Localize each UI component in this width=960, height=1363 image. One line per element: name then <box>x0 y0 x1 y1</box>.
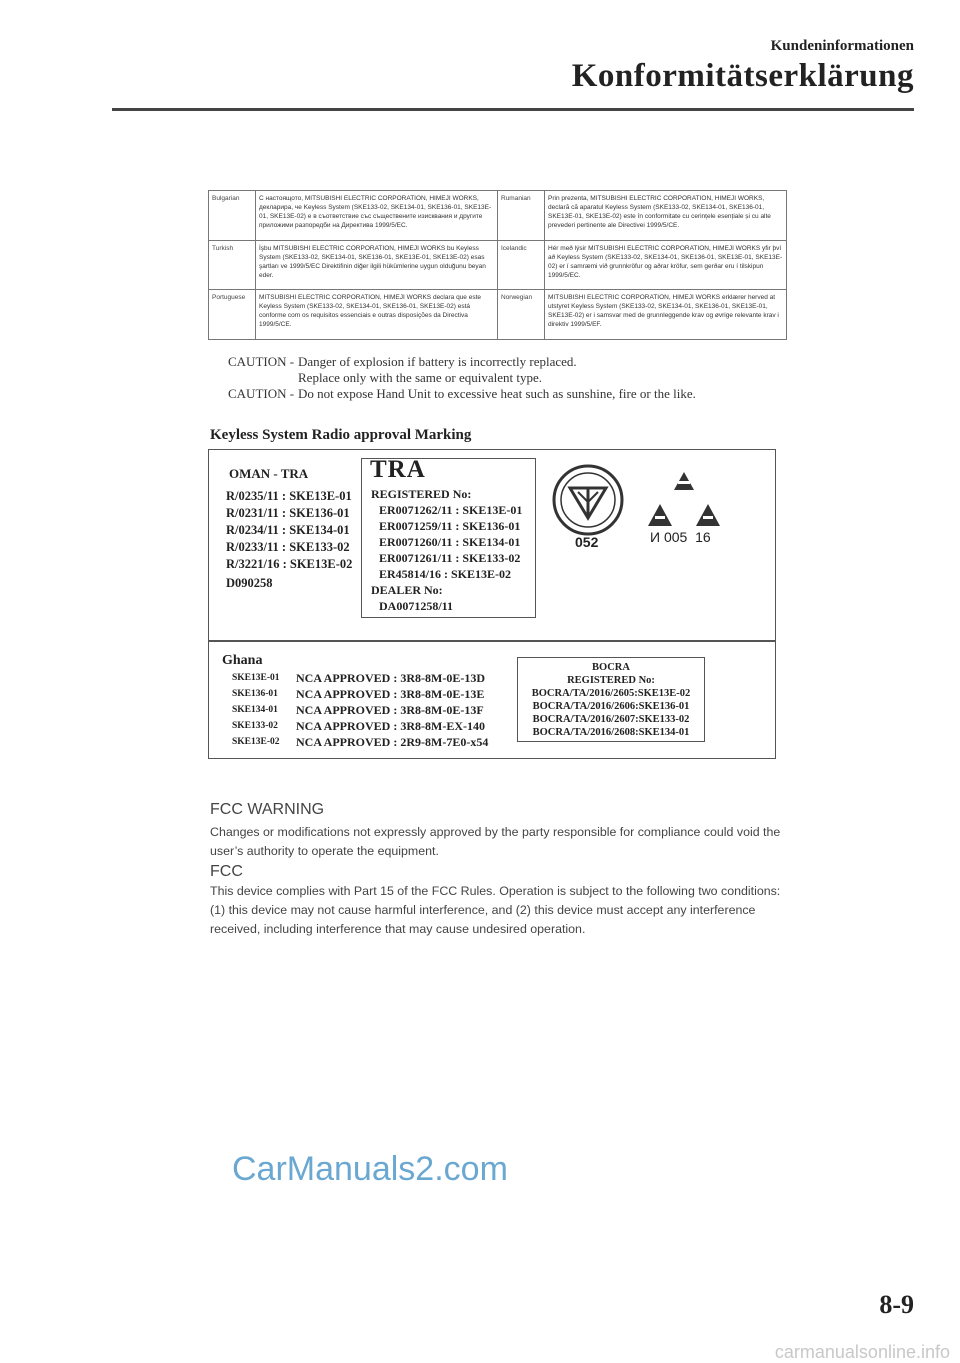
ghana-nca-line: NCA APPROVED : 3R8-8M-0E-13E <box>296 687 485 701</box>
caution-line <box>228 370 542 386</box>
tra-dealer-label: DEALER No: <box>371 583 443 597</box>
caution-label: CAUTION - <box>228 354 295 369</box>
oman-line: D090258 <box>226 576 273 590</box>
declaration-text: MITSUBISHI ELECTRIC CORPORATION, HIMEJI WORKS declara que este Keyless System (SKE133-02, SKE134-01, SKE136-01, SKE13E-02) está conforme com os requisitos essenciais e outras disposições da Directiva 1999/5/CE. <box>256 290 498 340</box>
language-cell: Portuguese <box>209 290 256 340</box>
declaration-text: Prin prezenta, MITSUBISHI ELECTRIC CORPORATION, HIMEJI WORKS, declară că aparatul Keyless System (SKE133-02, SKE134-01, SKE136-01, SKE13E-01, SKE13E-02) este în conformitate cu cerințele esențiale și cu alte prevederi pertinente ale Directivei 1999/5/CE. <box>545 191 787 241</box>
approval-title: Keyless System Radio approval Marking <box>210 427 472 443</box>
declaration-text: MITSUBISHI ELECTRIC CORPORATION, HIMEJI WORKS erklærer herved at utstyret Keyless System (SKE133-02, SKE134-01, SKE136-01, SKE13E-01, SKE13E-02) er i samsvar med de grunnleggende krav og øvrige relevante krav i direktiv 1999/5/EF. <box>545 290 787 340</box>
oman-line: R/0233/11 : SKE133-02 <box>226 540 350 554</box>
bocra-line: BOCRA/TA/2016/2605:SKE13E-02 <box>531 688 691 699</box>
ghana-model-code: SKE134-01 <box>232 705 278 715</box>
table-row <box>209 290 787 340</box>
language-cell: Rumanian <box>498 191 545 241</box>
table-row <box>209 191 787 241</box>
caution-text: Replace only with the same or equivalent type. <box>298 370 543 385</box>
approval-divider <box>208 640 776 642</box>
declaration-table <box>208 190 787 340</box>
oman-title: OMAN - TRA <box>229 466 309 481</box>
mark-code: И 005 16 <box>650 529 711 545</box>
bocra-line: BOCRA/TA/2016/2607:SKE133-02 <box>532 714 690 725</box>
ghana-nca-line: NCA APPROVED : 3R8-8M-EX-140 <box>296 719 485 733</box>
fcc-warning-title: FCC WARNING <box>210 801 325 818</box>
tra-registered-label: REGISTERED No: <box>371 487 472 501</box>
ghana-nca-line: NCA APPROVED : 3R8-8M-0E-13D <box>296 671 485 685</box>
page-title: Konformitätserklärung <box>571 58 914 94</box>
header-rule <box>112 108 914 111</box>
tra-registered-line: ER0071262/11 : SKE13E-01 <box>379 503 523 517</box>
certification-triangles-icon <box>646 468 722 530</box>
ghana-model-code: SKE136-01 <box>232 689 278 699</box>
language-cell: Norwegian <box>498 290 545 340</box>
caution-line <box>228 386 696 402</box>
mark-code: 052 <box>575 534 599 550</box>
language-cell: Bulgarian <box>209 191 256 241</box>
language-cell: Turkish <box>209 240 256 290</box>
ghana-title: Ghana <box>222 653 263 668</box>
fcc-title: FCC <box>210 863 243 880</box>
fcc-warning-text: Changes or modifications not expressly approved by the party responsible for compliance could void the user’s authority to operate the equipment. <box>210 825 781 858</box>
caution-line <box>228 354 577 370</box>
tra-title: TRA <box>370 456 426 483</box>
section-label: Kundeninformationen <box>770 38 914 54</box>
oman-line: R/0235/11 : SKE13E-01 <box>226 489 352 503</box>
declaration-text: С настоящото, MITSUBISHI ELECTRIC CORPORATION, HIMEJI WORKS, декларира, че Keyless System (SKE133-02, SKE134-01, SKE136-01, SKE13E-01, SKE13E-02) е в съответствие със съществените изисквания и другите приложими разпоредби на Директива 1999/5/ЕС. <box>256 191 498 241</box>
tra-dealer-number: DA0071258/11 <box>379 599 454 613</box>
declaration-text: Hér með lýsir MITSUBISHI ELECTRIC CORPORATION, HIMEJI WORKS yfir því að Keyless System (SKE133-02, SKE134-01, SKE136-01, SKE13E-01, SKE13E-02) er í samræmi við grunnkröfur og aðrar kröfur, sem gerðar eru í tilskipun 1999/5/EC. <box>545 240 787 290</box>
declaration-text: İşbu MITSUBISHI ELECTRIC CORPORATION, HIMEJI WORKS bu Keyless System (SKE133-02, SKE134-01, SKE136-01, SKE13E-01, SKE13E-02) esas şartları ve 1999/5/EC Direktifinin diğer ilgili hükümlerine uygun olduğunu beyan eder. <box>256 240 498 290</box>
language-cell: Icelandic <box>498 240 545 290</box>
ghana-model-code: SKE13E-02 <box>232 737 280 747</box>
ghana-nca-line: NCA APPROVED : 3R8-8M-0E-13F <box>296 703 484 717</box>
tra-registered-line: ER0071261/11 : SKE133-02 <box>379 551 521 565</box>
fcc-text: This device complies with Part 15 of the FCC Rules. Operation is subject to the following two conditions: (1) this device may not cause harmful interference, and (2) this device must accept any interference received, including interference that may cause undesired operation. <box>210 884 781 936</box>
caution-label: CAUTION - <box>228 386 295 401</box>
oman-line: R/0231/11 : SKE136-01 <box>226 506 350 520</box>
caution-text: Danger of explosion if battery is incorrectly replaced. <box>298 354 577 369</box>
bocra-line: BOCRA <box>592 662 630 673</box>
oman-line: R/3221/16 : SKE13E-02 <box>226 557 353 571</box>
bocra-line: BOCRA/TA/2016/2606:SKE136-01 <box>532 701 690 712</box>
tra-registered-line: ER0071259/11 : SKE136-01 <box>379 519 521 533</box>
watermark: CarManuals2.com <box>232 1150 508 1188</box>
footer-site: carmanualsonline.info <box>774 1342 950 1362</box>
bocra-line: BOCRA/TA/2016/2608:SKE134-01 <box>532 727 690 738</box>
ghana-nca-line: NCA APPROVED : 2R9-8M-7E0-x54 <box>296 735 489 749</box>
ghana-model-code: SKE133-02 <box>232 721 278 731</box>
caution-text: Do not expose Hand Unit to excessive heat such as sunshine, fire or the like. <box>298 386 696 401</box>
table-row <box>209 240 787 290</box>
tra-registered-line: ER0071260/11 : SKE134-01 <box>379 535 521 549</box>
oman-line: R/0234/11 : SKE134-01 <box>226 523 350 537</box>
page-number: 8-9 <box>879 1290 914 1319</box>
tra-registered-line: ER45814/16 : SKE13E-02 <box>379 567 512 581</box>
bocra-line: REGISTERED No: <box>567 675 655 686</box>
ghana-model-code: SKE13E-01 <box>232 673 280 683</box>
